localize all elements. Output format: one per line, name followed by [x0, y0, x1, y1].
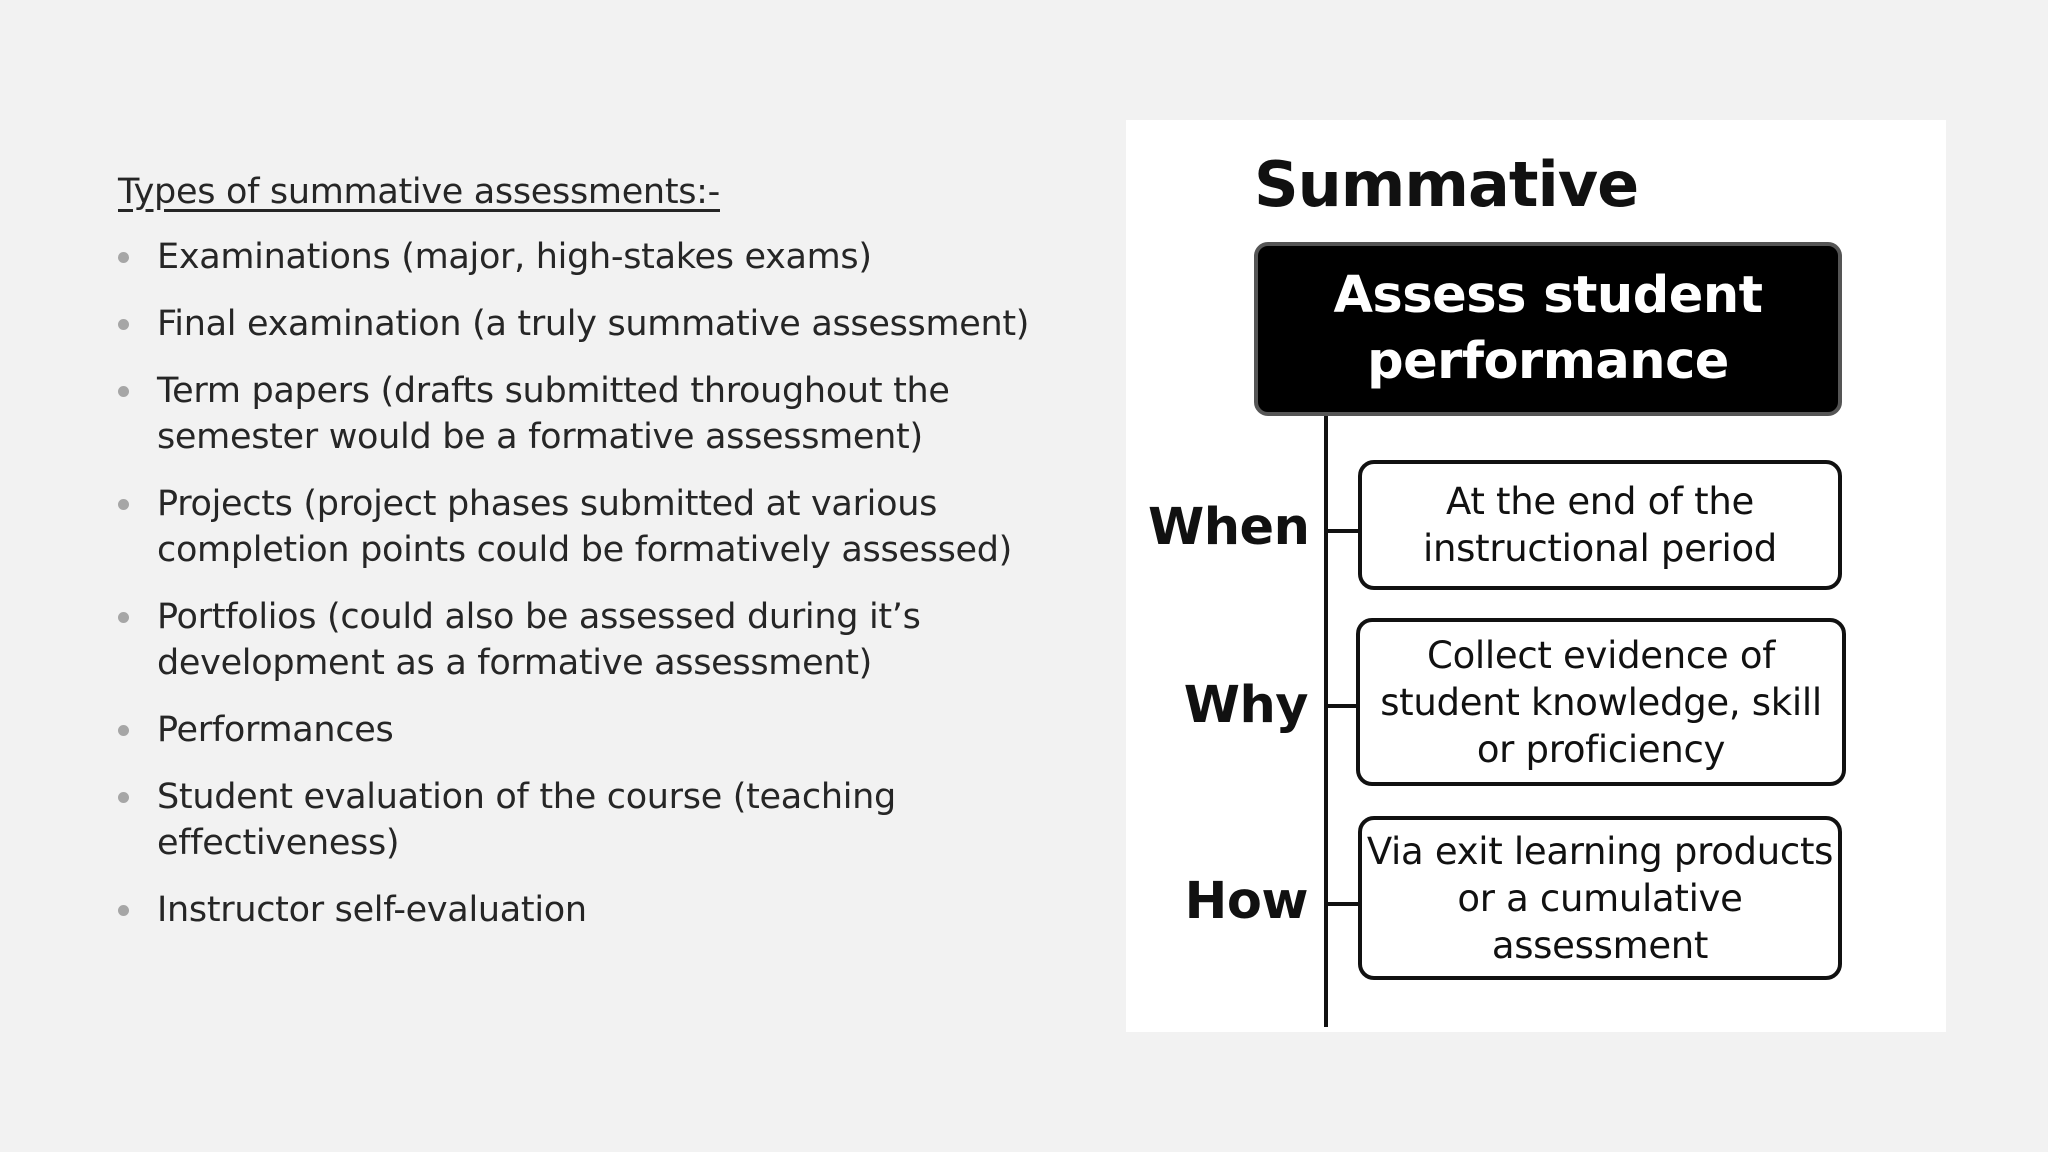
- connector-branch: [1324, 902, 1360, 906]
- list-item-text: Term papers (drafts submitted throughout the semester would be a formative assessment): [157, 371, 950, 457]
- how-box-text: Via exit learning products or a cumulative assessment: [1366, 829, 1834, 967]
- assessment-types-list: [118, 234, 1058, 933]
- bullet-icon: [118, 725, 129, 736]
- main-box-text: Assess student performance: [1333, 266, 1763, 391]
- bullet-icon: [118, 905, 129, 916]
- bullet-icon: [118, 386, 129, 397]
- list-item: [118, 368, 997, 460]
- list-item: [118, 707, 917, 753]
- when-box-text: At the end of the instructional period: [1423, 480, 1777, 570]
- how-box: [1358, 816, 1842, 980]
- when-box: [1358, 460, 1842, 590]
- bullet-icon: [118, 252, 129, 263]
- list-item-text: Instructor self-evaluation: [157, 890, 587, 930]
- list-item: [118, 774, 937, 866]
- diagram-title: Summative: [1254, 148, 1639, 221]
- text-column: [118, 168, 1058, 954]
- bullet-icon: [118, 612, 129, 623]
- list-item: [118, 301, 1057, 347]
- why-box: [1356, 618, 1846, 786]
- bullet-icon: [118, 499, 129, 510]
- row-label-how: How: [1184, 872, 1308, 931]
- list-item-text: Student evaluation of the course (teaching effectiveness): [157, 777, 896, 863]
- why-box-text: Collect evidence of student knowledge, skill or proficiency: [1380, 633, 1822, 771]
- list-item-text: Final examination (a truly summative assessment): [157, 304, 1030, 344]
- list-item: [118, 887, 917, 933]
- main-box: [1254, 242, 1842, 416]
- list-item-text: Performances: [157, 710, 394, 750]
- list-item-text: Portfolios (could also be assessed during it’s development as a formative assessment): [157, 597, 921, 683]
- connector-branch: [1324, 704, 1358, 708]
- connector-branch: [1324, 529, 1360, 533]
- bullet-icon: [118, 319, 129, 330]
- connector-trunk: [1324, 416, 1328, 1027]
- bullet-icon: [118, 792, 129, 803]
- list-heading: Types of summative assessments:-: [118, 172, 720, 212]
- list-item: [118, 594, 957, 686]
- list-item: [118, 481, 1057, 573]
- list-item-text: Examinations (major, high-stakes exams): [157, 237, 872, 277]
- list-item: [118, 234, 917, 280]
- list-item-text: Projects (project phases submitted at various completion points could be formatively assessed): [157, 484, 1013, 570]
- row-label-when: When: [1148, 498, 1310, 557]
- row-label-why: Why: [1183, 676, 1308, 735]
- summative-diagram: [1126, 120, 1946, 1032]
